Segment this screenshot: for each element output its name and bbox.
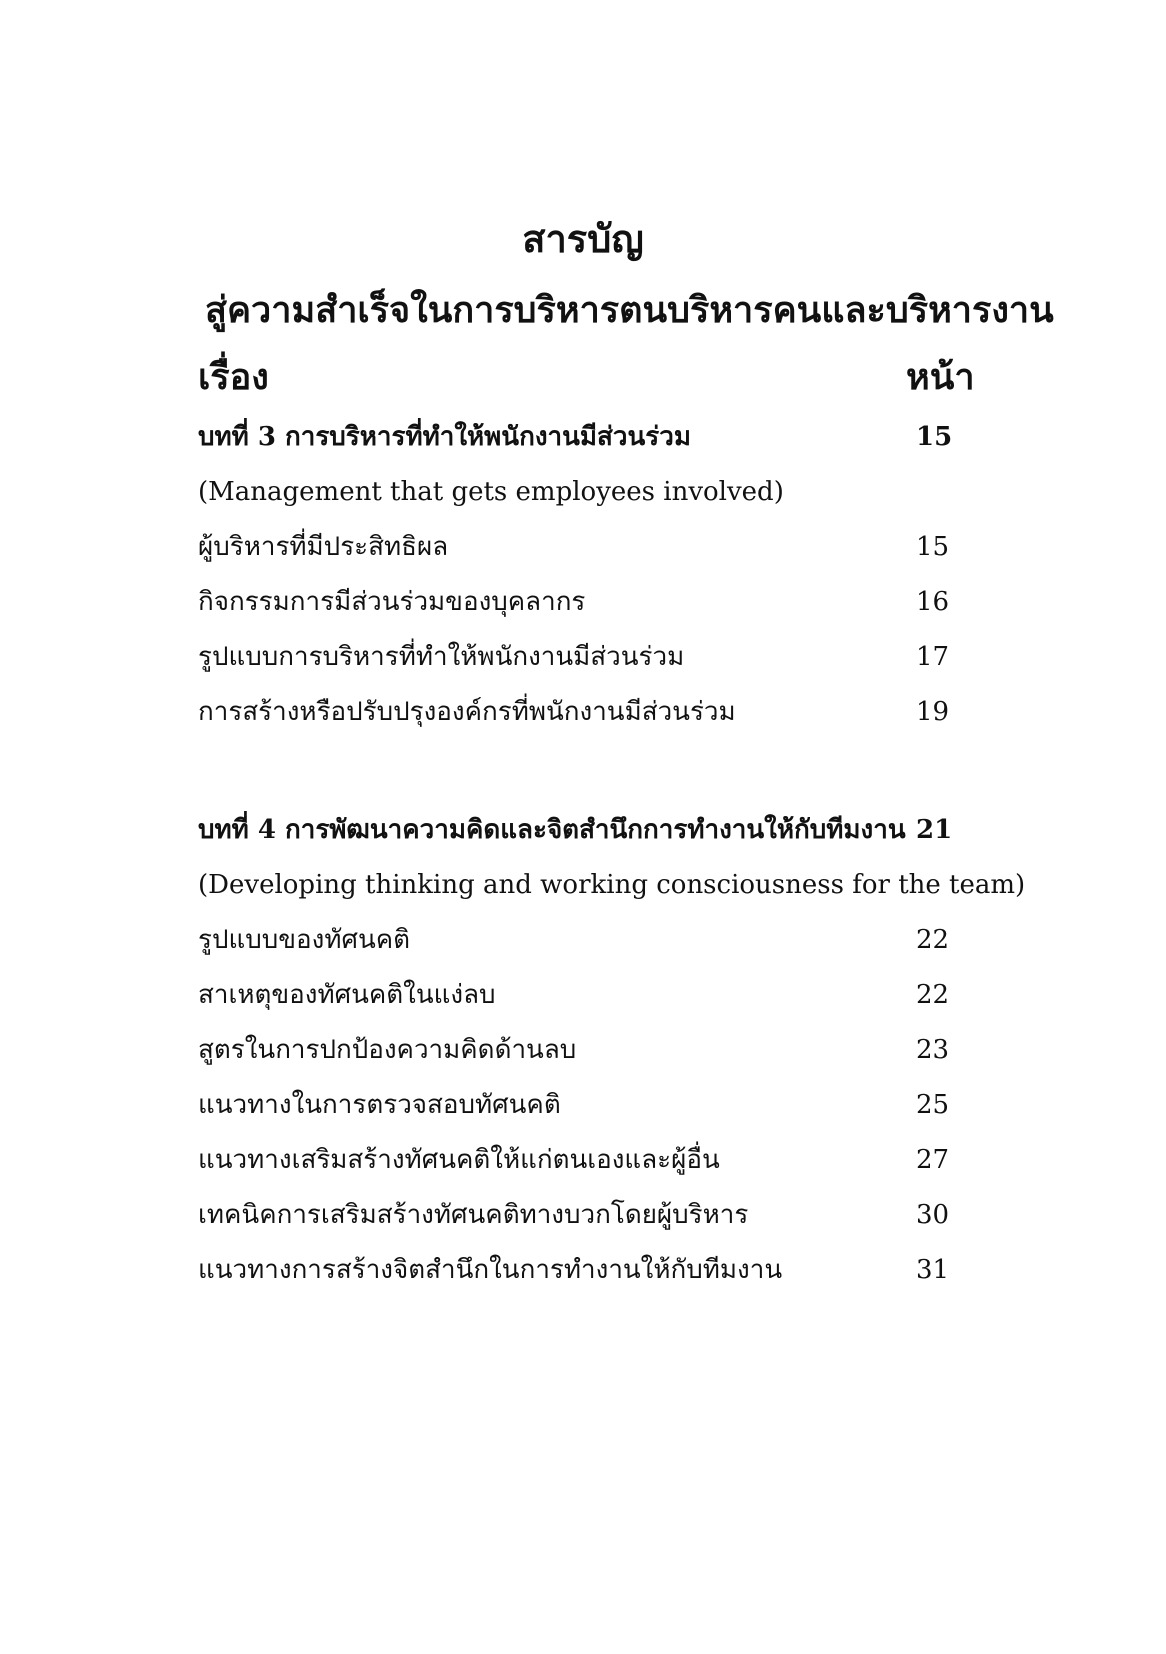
toc-entry-label: เทคนิคการเสริมสร้างทัศนคติทางบวกโดยผู้บริหาร (198, 1200, 749, 1230)
chapter-title: บทที่ 4 การพัฒนาความคิดและจิตสำนึกการทำงานให้กับทีมงาน (198, 815, 906, 845)
toc-entry-label: ผู้บริหารที่มีประสิทธิผล (198, 532, 449, 562)
toc-entry-page: 31 (916, 1255, 950, 1285)
toc-entry-label: สาเหตุของทัศนคติในแง่ลบ (198, 980, 496, 1010)
toc-entry[interactable] (198, 525, 948, 569)
toc-entry[interactable] (198, 635, 948, 679)
toc-entry-page: 22 (916, 925, 950, 955)
column-header-topic: เรื่อง (198, 356, 269, 398)
toc-entry[interactable] (198, 690, 948, 734)
toc-entry-page: 22 (916, 980, 950, 1010)
toc-entry[interactable] (198, 1028, 948, 1072)
chapter-title: บทที่ 3 การบริหารที่ทำให้พนักงานมีส่วนร่วม (198, 422, 691, 452)
chapter-english-title (198, 470, 948, 514)
toc-entry-page: 17 (916, 642, 950, 672)
toc-entry-label: สูตรในการปกป้องความคิดด้านลบ (198, 1035, 577, 1065)
column-header-page: หน้า (906, 356, 975, 398)
toc-subtitle: สู่ความสำเร็จในการบริหารตนบริหารคนและบริหารงาน (205, 289, 1054, 331)
chapter-heading[interactable] (198, 415, 953, 459)
chapter-heading[interactable] (198, 808, 988, 852)
toc-entry-page: 16 (916, 587, 950, 617)
toc-entry-page: 19 (916, 697, 950, 727)
toc-entry-label: แนวทางเสริมสร้างทัศนคติให้แก่ตนเองและผู้อื่น (198, 1145, 720, 1175)
toc-entry-page: 23 (916, 1035, 950, 1065)
toc-entry[interactable] (198, 1193, 948, 1237)
toc-entry[interactable] (198, 1248, 948, 1292)
toc-entry-label: แนวทางในการตรวจสอบทัศนคติ (198, 1090, 561, 1120)
toc-entry-page: 30 (916, 1200, 950, 1230)
toc-entry-page: 27 (916, 1145, 950, 1175)
toc-title: สารบัญ (522, 216, 644, 261)
toc-entry-label: กิจกรรมการมีส่วนร่วมของบุคลากร (198, 587, 586, 617)
toc-entry[interactable] (198, 918, 948, 962)
chapter-english-title (198, 863, 1026, 907)
chapter-page-number: 15 (916, 422, 953, 452)
toc-entry-label: แนวทางการสร้างจิตสำนึกในการทำงานให้กับทีมงาน (198, 1255, 783, 1285)
chapter-page-number: 21 (916, 815, 953, 845)
toc-entry[interactable] (198, 1083, 948, 1127)
toc-entry[interactable] (198, 973, 948, 1017)
chapter-english-text: (Developing thinking and working consciousness for the team) (198, 870, 1026, 900)
toc-entry-label: รูปแบบของทัศนคติ (198, 925, 411, 955)
toc-entry-label: การสร้างหรือปรับปรุงองค์กรที่พนักงานมีส่วนร่วม (198, 697, 736, 727)
chapter-english-text: (Management that gets employees involved) (198, 477, 784, 507)
toc-entry[interactable] (198, 580, 948, 624)
toc-entry[interactable] (198, 1138, 948, 1182)
toc-entry-page: 25 (916, 1090, 950, 1120)
toc-entry-label: รูปแบบการบริหารที่ทำให้พนักงานมีส่วนร่วม (198, 642, 685, 672)
toc-entry-page: 15 (916, 532, 950, 562)
